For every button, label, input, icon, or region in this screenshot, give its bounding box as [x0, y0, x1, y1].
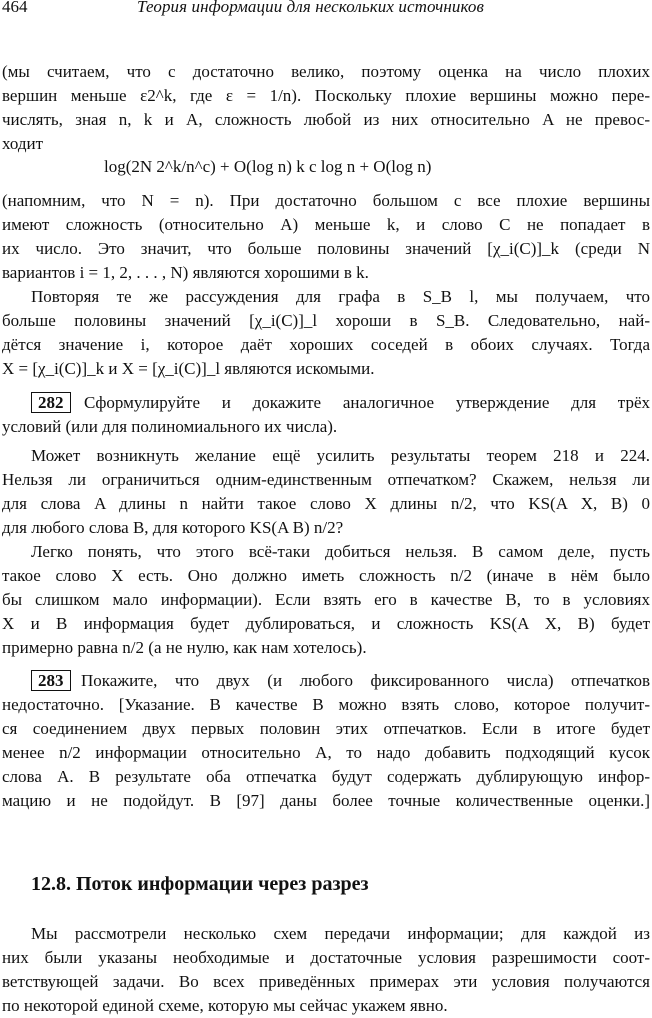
running-title: Теория информации для нескольких источников: [137, 0, 484, 16]
problem-number: 283: [31, 670, 71, 691]
text-line: Повторяя те же рассуждения для графа в S_B l, мы получаем, что: [31, 287, 650, 306]
text-line: менее n/2 информации относительно A, то надо добавить подходящий кусок: [2, 743, 650, 762]
text-line: для любого слова B, для которого KS(A B) n/2?: [2, 518, 344, 537]
text-line: Может возникнуть желание ещё усилить результаты теорем 218 и 224.: [31, 446, 650, 465]
text-line: дётся значение i, которое даёт хороших соседей в обоих случаях. Тогда: [2, 335, 650, 354]
text-line: такое слово X есть. Оно должно иметь сложность n/2 (иначе в нём было: [2, 566, 650, 585]
text-line: (напомним, что N = n). При достаточно большом c все плохие вершины: [2, 191, 650, 210]
text-line: Покажите, что двух (и любого фиксированного числа) отпечатков: [81, 671, 650, 690]
text-line: них были указаны необходимые и достаточные условия разрешимости соот-: [2, 948, 650, 967]
text-line: по некоторой единой схеме, которую мы сейчас укажем явно.: [2, 996, 448, 1015]
text-line: вершин меньше ε2^k, где ε = 1/n). Поскольку плохие вершины можно пере-: [2, 86, 650, 105]
text-line: (мы считаем, что c достаточно велико, поэтому оценка на число плохих: [2, 62, 650, 81]
text-line: больше половины значений [χ_i(C)]_l хороши в S_B. Следовательно, най-: [2, 311, 650, 330]
page-header: [0, 0, 652, 23]
text-line: бы слишком мало информации). Если взять его в качестве B, то в условиях: [2, 590, 650, 609]
text-line: Нельзя ли ограничиться одним-единственным отпечатком? Скажем, нельзя ли: [2, 470, 650, 489]
text-line: условий (или для полиномиального их числа).: [2, 417, 338, 436]
text-line: ветствующей задачи. Во всех приведённых примерах эти условия получаются: [2, 972, 650, 991]
formula: log(2N 2^k/n^c) + O(log n) k c log n + O(log n): [104, 157, 432, 176]
text-line: недостаточно. [Указание. В качестве B можно взять слово, которое получит-: [2, 695, 650, 714]
text-line: примерно равна n/2 (а не нулю, как нам хотелось).: [2, 638, 367, 657]
text-line: Сформулируйте и докажите аналогичное утверждение для трёх: [84, 393, 650, 412]
text-line: для слова A длины n найти такое слово X длины n/2, что KS(A X, B) 0: [2, 494, 650, 513]
section-heading: 12.8. Поток информации через разрез: [31, 873, 369, 895]
text-line: имеют сложность (относительно A) меньше k, и слово C не попадает в: [2, 215, 650, 234]
problem-number-box: [31, 669, 71, 693]
text-line: числять, зная n, k и A, сложность любой из них относительно A не превос-: [2, 110, 650, 129]
text-line: слова A. В результате оба отпечатка будут содержать дублирующую инфор-: [2, 767, 650, 786]
text-line: X и B информация будет дублироваться, и сложность KS(A X, B) будет: [2, 614, 650, 633]
text-line: их число. Это значит, что больше половины значений [χ_i(C)]_k (среди N: [2, 239, 650, 258]
page-number: 464: [2, 0, 28, 16]
text-line: мацию и не подойдут. В [97] даны более точные количественные оценки.]: [2, 791, 650, 810]
problem-number: 282: [31, 392, 71, 413]
problem-number-box: [31, 391, 71, 415]
text-line: ся соединением двух первых половин этих отпечатков. Если в итоге будет: [2, 719, 650, 738]
text-line: ходит: [2, 134, 44, 153]
text-line: Мы рассмотрели несколько схем передачи информации; для каждой из: [31, 924, 650, 943]
text-line: X = [χ_i(C)]_k и X = [χ_i(C)]_l являются искомыми.: [2, 359, 375, 378]
text-line: Легко понять, что этого всё-таки добиться нельзя. В самом деле, пусть: [31, 542, 650, 561]
text-line: вариантов i = 1, 2, . . . , N) являются хорошими в k.: [2, 263, 369, 282]
